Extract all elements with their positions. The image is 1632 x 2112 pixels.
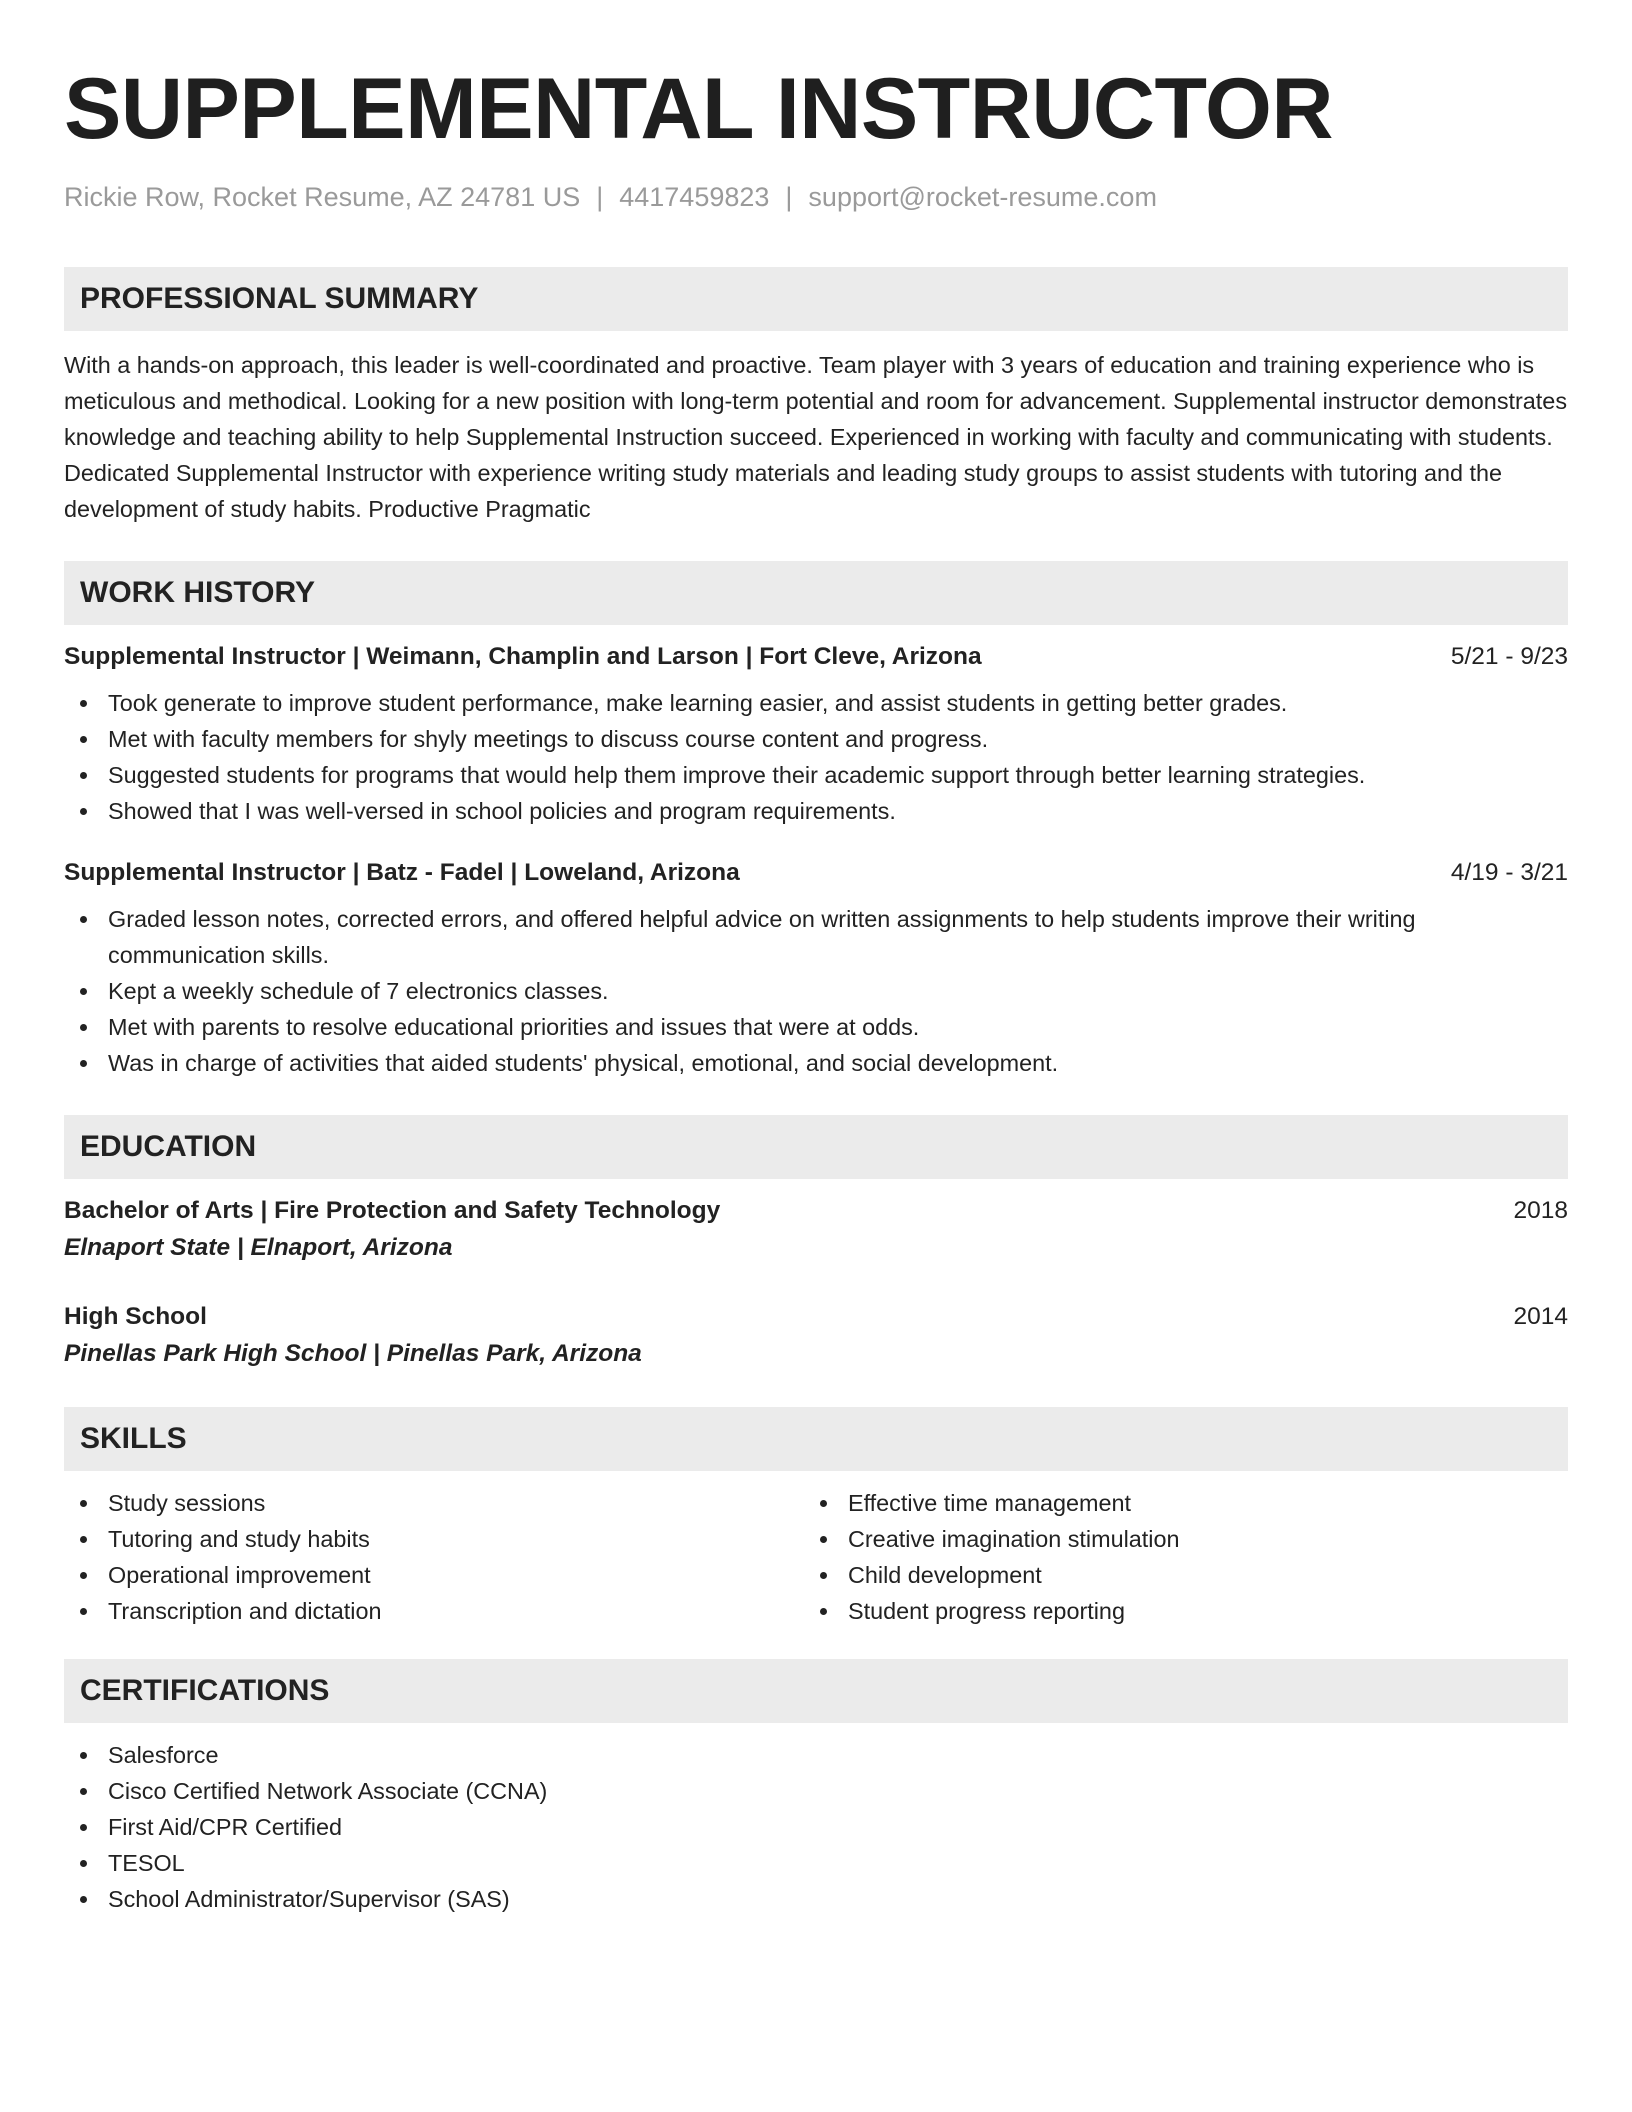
skill-item: Student progress reporting	[804, 1593, 1544, 1629]
job-bullet: Kept a weekly schedule of 7 electronics classes.	[64, 973, 1568, 1009]
skill-item: Study sessions	[64, 1485, 804, 1521]
certification-item: TESOL	[64, 1845, 1568, 1881]
job-bullet: Met with parents to resolve educational priorities and issues that were at odds.	[64, 1009, 1568, 1045]
certifications-list	[64, 1737, 1568, 1917]
job-dates: 5/21 - 9/23	[1450, 643, 1568, 670]
job-bullet-list	[64, 685, 1568, 829]
section-heading-work-history: WORK HISTORY	[64, 561, 1568, 625]
job-bullet: Met with faculty members for shyly meetings to discuss course content and progress.	[64, 721, 1568, 757]
job-dates: 4/19 - 3/21	[1450, 859, 1568, 886]
contact-line	[64, 182, 1568, 213]
education-degree: Bachelor of Arts | Fire Protection and Safety Technology	[64, 1197, 721, 1224]
certification-item: Cisco Certified Network Associate (CCNA)	[64, 1773, 1568, 1809]
certification-item: First Aid/CPR Certified	[64, 1809, 1568, 1845]
job-header	[64, 859, 1568, 887]
education-school: Elnaport State | Elnaport, Arizona	[64, 1234, 453, 1261]
education-header	[64, 1303, 1568, 1331]
certification-item: Salesforce	[64, 1737, 1568, 1773]
certification-item: School Administrator/Supervisor (SAS)	[64, 1881, 1568, 1917]
contact-phone: 4417459823	[619, 182, 770, 212]
skills-columns	[64, 1471, 1568, 1629]
education-school: Pinellas Park High School | Pinellas Park, Arizona	[64, 1340, 642, 1367]
contact-address: Rickie Row, Rocket Resume, AZ 24781 US	[64, 182, 581, 212]
section-heading-summary: PROFESSIONAL SUMMARY	[64, 267, 1568, 331]
education-degree: High School	[64, 1303, 207, 1330]
job-bullet: Was in charge of activities that aided students' physical, emotional, and social development.	[64, 1045, 1568, 1081]
skill-item: Transcription and dictation	[64, 1593, 804, 1629]
education-header	[64, 1197, 1568, 1225]
section-heading-skills: SKILLS	[64, 1407, 1568, 1471]
skills-list-right	[804, 1485, 1544, 1629]
section-heading-education: EDUCATION	[64, 1115, 1568, 1179]
summary-text: With a hands-on approach, this leader is well-coordinated and proactive. Team player with 3 years of education and training experience who is meticulous and methodical. Looking for a new position with long-term potential and room for advancement. Supplemental instructor demonstrates knowledge and teaching ability to help Supplemental Instruction succeed. Experienced in working with faculty and communicating with students. Dedicated Supplemental Instructor with experience writing study materials and leading study groups to assist students with tutoring and the development of study habits. Productive Pragmatic	[64, 352, 1568, 522]
job-bullet: Suggested students for programs that would help them improve their academic support through better learning strategies.	[64, 757, 1568, 793]
skill-item: Creative imagination stimulation	[804, 1521, 1544, 1557]
job-bullet-list	[64, 901, 1568, 1081]
education-year: 2014	[1513, 1303, 1568, 1330]
job-header	[64, 643, 1568, 671]
skill-item: Operational improvement	[64, 1557, 804, 1593]
skill-item: Effective time management	[804, 1485, 1544, 1521]
contact-separator: |	[785, 182, 793, 212]
skill-item: Child development	[804, 1557, 1544, 1593]
job-bullet: Took generate to improve student performance, make learning easier, and assist students in getting better grades.	[64, 685, 1568, 721]
skill-item: Tutoring and study habits	[64, 1521, 804, 1557]
candidate-name: SUPPLEMENTAL INSTRUCTOR	[64, 61, 1334, 157]
section-heading-certifications: CERTIFICATIONS	[64, 1659, 1568, 1723]
job-bullet: Graded lesson notes, corrected errors, and offered helpful advice on written assignments to help students improve their writing communication skills.	[64, 901, 1568, 973]
job-bullet: Showed that I was well-versed in school policies and program requirements.	[64, 793, 1568, 829]
contact-separator: |	[596, 182, 604, 212]
job-title: Supplemental Instructor | Batz - Fadel | Loweland, Arizona	[64, 859, 740, 886]
education-year: 2018	[1513, 1197, 1568, 1224]
skills-list-left	[64, 1485, 804, 1629]
job-title: Supplemental Instructor | Weimann, Champlin and Larson | Fort Cleve, Arizona	[64, 643, 982, 670]
contact-email: support@rocket-resume.com	[808, 182, 1157, 212]
